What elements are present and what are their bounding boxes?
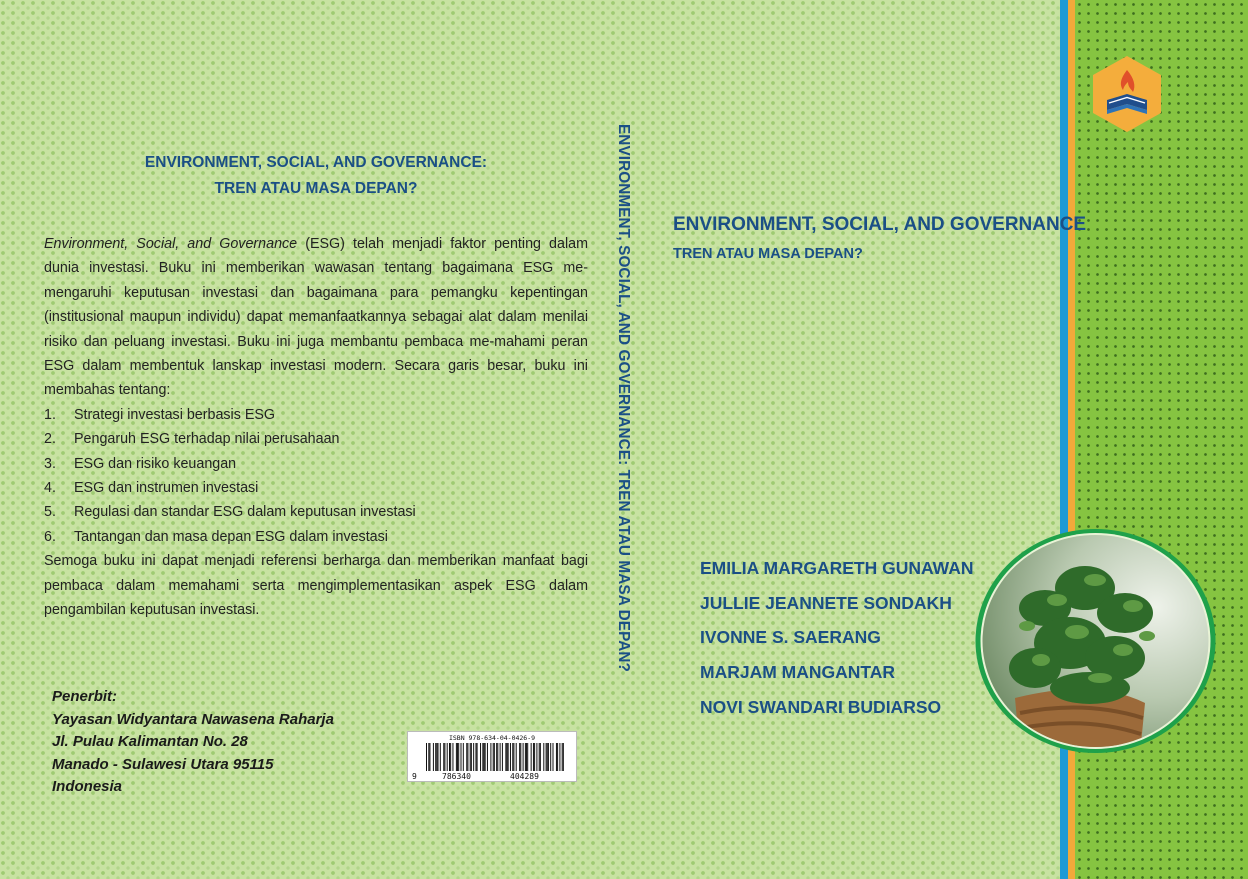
publisher-street: Jl. Pulau Kalimantan No. 28: [52, 733, 248, 750]
publisher-name: Yayasan Widyantara Nawasena Raharja: [52, 710, 334, 728]
isbn-text: ISBN 978-634-04-0426-9: [448, 734, 536, 742]
list-item-number: 6.: [44, 528, 56, 545]
list-item: [44, 476, 588, 500]
author-name: EMILIA MARGARETH GUNAWAN: [700, 558, 974, 578]
potted-plant-photo: [975, 528, 1216, 754]
barcode-digit-left: 786340: [442, 772, 471, 781]
topic-list: [44, 403, 588, 549]
publisher-label: Penerbit:: [52, 688, 118, 705]
blurb-closing: Semoga buku ini dapat menjadi referensi berharga dan memberikan manfaat bagi pembaca dalam memahami serta mengimplementasikan aspek ESG dalam pengambilan keputusan investasi.: [44, 553, 588, 619]
book-spine: [614, 124, 640, 764]
back-title-line1: ENVIRONMENT, SOCIAL, AND GOVERNANCE:: [144, 154, 488, 171]
author-name: NOVI SWANDARI BUDIARSO: [700, 696, 942, 717]
back-cover-blurb: [44, 232, 588, 623]
list-item-text: Tantangan dan masa depan ESG dalam investasi: [74, 528, 388, 545]
list-item-number: 5.: [44, 504, 56, 521]
publisher-city: Manado - Sulawesi Utara 95115: [52, 755, 274, 773]
spine-title: ENVIRONMENT, SOCIAL, AND GOVERNANCE: TREN ATAU MASA DEPAN?: [615, 124, 632, 672]
barcode-digit-prefix: 9: [412, 772, 417, 781]
publisher-country: Indonesia: [52, 778, 123, 795]
blurb-intro-rest: (ESG) telah menjadi faktor penting dalam dunia investasi. Buku ini memberikan wawasan tentang bagaimana ESG me-mengaruhi keputusan investasi dan bagaimana para pemangku kepentingan (institusional maupun individu) dapat memanfaatkannya sebagai alat dalam menilai risiko dan peluang investasi. Buku ini juga membantu pembaca me-mahami peran ESG dalam membentuk lanskap investasi modern. Secara garis besar, buku ini membahas tentang:: [44, 236, 588, 399]
list-item: [44, 403, 588, 427]
author-list: [700, 551, 974, 725]
book-flame-icon: [1093, 56, 1161, 132]
blurb-intro: [44, 232, 588, 403]
list-item: [44, 525, 588, 549]
publisher-info: [52, 686, 392, 799]
list-item-number: 1.: [44, 406, 56, 423]
list-item: [44, 500, 588, 524]
front-cover-title: ENVIRONMENT, SOCIAL, AND GOVERNANCE: [673, 214, 1087, 235]
author-name: MARJAM MANGANTAR: [700, 662, 896, 683]
isbn-barcode: [407, 731, 577, 782]
list-item-number: 2.: [44, 431, 56, 448]
list-item-text: ESG dan instrumen investasi: [74, 480, 259, 497]
author-name: IVONNE S. SAERANG: [700, 627, 881, 648]
front-cover-subtitle: TREN ATAU MASA DEPAN?: [673, 246, 863, 262]
list-item-text: Strategi investasi berbasis ESG: [74, 406, 276, 423]
list-item-text: Regulasi dan standar ESG dalam keputusan investasi: [74, 504, 416, 521]
back-title-line2: TREN ATAU MASA DEPAN?: [214, 180, 418, 197]
list-item-text: Pengaruh ESG terhadap nilai perusahaan: [74, 431, 340, 448]
list-item-number: 3.: [44, 455, 56, 472]
list-item-number: 4.: [44, 480, 56, 497]
list-item: [44, 427, 588, 451]
blurb-intro-italic: Environment, Social, and Governance: [44, 236, 298, 252]
barcode-icon: [412, 743, 574, 781]
list-item-text: ESG dan risiko keuangan: [74, 455, 237, 472]
author-name: JULLIE JEANNETE SONDAKH: [700, 592, 952, 613]
list-item: [44, 452, 588, 476]
back-cover-title: [44, 150, 588, 202]
barcode-digit-right: 404289: [510, 772, 539, 781]
